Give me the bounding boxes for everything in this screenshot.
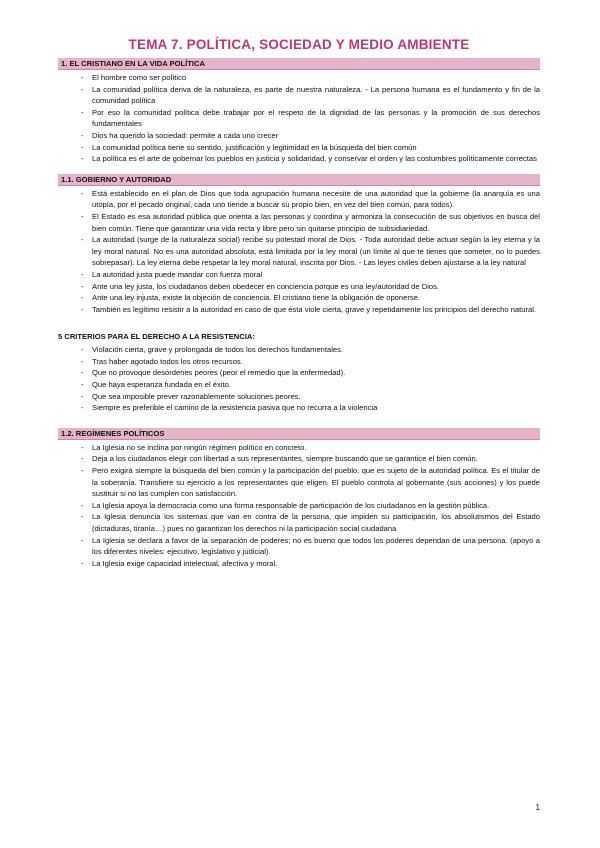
list-item: - La política es el arte de gobernar los pueblos en justicia y solidaridad, y conservar el orden y las costumbres políticamente correctas bbox=[58, 153, 540, 165]
section-criterios-resistencia bbox=[58, 331, 540, 414]
section-heading: 1.2. REGÍMENES POLÍTICOS bbox=[58, 428, 540, 440]
list-item: - La comunidad política tiene su sentido, justificación y legitimidad en la búsqueda del bien común bbox=[58, 142, 540, 154]
list-item: - La Iglesia denuncia los sistemas que van en contra de la persona, que impiden su participación, los absolutismos del Estado (dictaduras, tiranía…) pues no garantizan los derechos ni la participación social ciudadana bbox=[58, 511, 540, 534]
list-item: - Pero exigirá siempre la búsqueda del bien común y la participación del pueblo, que es sujeto de la autoridad política. Es el titular de la soberanía. Transfiere su ejercicio a los representantes que eligen. El pueblo controla al gobernante (sus acciones) y los puede sustituir si no las cumplen con satisfacción. bbox=[58, 465, 540, 500]
list-item: - Violación cierta, grave y prolongada de todos los derechos fundamentales. bbox=[58, 344, 540, 356]
list-item: - Tras haber agotado todos los otros recursos. bbox=[58, 356, 540, 368]
list-item: - Siempre es preferible el camino de la resistencia pasiva que no recurra a la violencia bbox=[58, 402, 540, 414]
list-item: - Que no provoque desórdenes peores (peor el remedio que la enfermedad). bbox=[58, 367, 540, 379]
list-item: - La Iglesia no se inclina por ningún régimen político en concreto. bbox=[58, 442, 540, 454]
bullet-list bbox=[58, 72, 540, 165]
list-item: - Que haya esperanza fundada en el éxito. bbox=[58, 379, 540, 391]
page-title: TEMA 7. POLÍTICA, SOCIEDAD Y MEDIO AMBIENTE bbox=[128, 37, 470, 52]
list-item: - Dios ha querido la sociedad: permite a cada uno crecer bbox=[58, 130, 540, 142]
list-item: - El hombre como ser político bbox=[58, 72, 540, 84]
list-item: - La Iglesia exige capacidad intelectual, afectiva y moral. bbox=[58, 558, 540, 570]
section-gobierno-autoridad bbox=[58, 174, 540, 316]
section-heading: 1. EL CRISTIANO EN LA VIDA POLÍTICA bbox=[58, 58, 540, 70]
list-item: - Deja a los ciudadanos elegir con libertad a sus representantes, siempre buscando que se garantice el bien común. bbox=[58, 453, 540, 465]
bullet-list bbox=[58, 344, 540, 414]
list-item: - La autoridad justa puede mandar con fuerza moral bbox=[58, 269, 540, 281]
section-heading: 5 CRITERIOS PARA EL DERECHO A LA RESISTENCIA: bbox=[58, 332, 255, 342]
list-item: - La Iglesia apoya la democracia como una forma responsable de participación de los ciudadanos en la gestión pública. bbox=[58, 500, 540, 512]
list-item: - Por eso la comunidad política debe trabajar por el respeto de la dignidad de las personas y la promoción de sus derechos fundamentales bbox=[58, 107, 540, 130]
list-item: - Que sea imposible prever razonablemente soluciones peores. bbox=[58, 391, 540, 403]
list-item: - Está establecido en el plan de Dios que toda agrupación humana necesite de una autoridad que la gobierne (la anarquía es una utopía, por el pecado original, cada uno tiende a buscar su propio bien, en vez del bien común, para todos). bbox=[58, 188, 540, 211]
list-item: - Ante una ley injusta, existe la objeción de conciencia. El cristiano tiene la obligación de oponerse. bbox=[58, 292, 540, 304]
page-number: 1 bbox=[535, 803, 540, 812]
section-el-cristiano bbox=[58, 58, 540, 165]
list-item: - El Estado es esa autoridad pública que orienta a las personas y coordina y armoniza la consecución de sus objetivos en busca del bien común. Tiene que garantizar una vida recta y libre pero sin quitarse principio de subsidiariedad. bbox=[58, 211, 540, 234]
list-item: - La Iglesia se declara a favor de la separación de poderes; no es bueno que todos los poderes dependan de una persona. (apoyo a los diferentes niveles: ejecutivo, legislativo y judicial). bbox=[58, 535, 540, 558]
list-item: - La comunidad política deriva de la naturaleza, es parte de nuestra naturaleza. - La persona humana es el fundamento y fin de la comunidad política bbox=[58, 84, 540, 107]
list-item: - También es legítimo resistir a la autoridad en caso de que ésta viole cierta, grave y repetidamente los principios del derecho natural. bbox=[58, 304, 540, 316]
list-item: - Ante una ley justa, los ciudadanos deben obedecer en conciencia porque es una ley/autoridad de Dios. bbox=[58, 281, 540, 293]
section-heading: 1.1. GOBIERNO Y AUTORIDAD bbox=[58, 174, 540, 186]
section-regimenes-politicos bbox=[58, 428, 540, 570]
bullet-list bbox=[58, 188, 540, 316]
bullet-list bbox=[58, 442, 540, 570]
list-item: - La autoridad (surge de la naturaleza social) recibe su potestad moral de Dios. - Toda autoridad debe actuar según la ley eterna y la ley moral natural. No es una autoridad absoluta, está limitada por la ley moral (un límite al que te tienes que someter, no lo puedes sobrepasar). La ley eterna debe respetar la ley moral natural, inscrita por Dios. - Las leyes civiles deben ajustarse a la ley natural bbox=[58, 234, 540, 269]
